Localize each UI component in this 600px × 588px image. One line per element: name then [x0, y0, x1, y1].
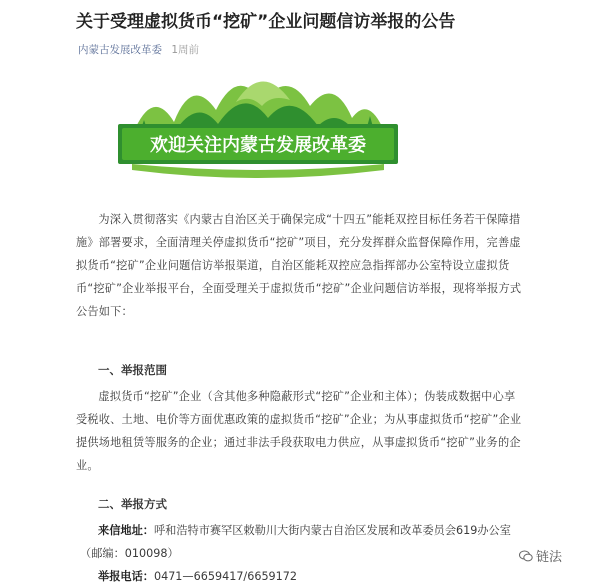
letter-address: 呼和浩特市赛罕区敕勒川大街内蒙古自治区发展和改革委员会619办公室 — [153, 524, 511, 537]
section-title-methods: 二、举报方式 — [98, 497, 167, 511]
mountains-illustration — [112, 66, 404, 196]
letter-address-line — [98, 520, 558, 542]
wechat-icon — [519, 549, 533, 563]
letter-label: 来信地址： — [98, 524, 154, 537]
watermark — [519, 546, 562, 565]
banner-text: 欢迎关注内蒙古发展改革委 — [150, 135, 366, 156]
postcode-line: （邮编：010098） — [80, 547, 179, 560]
phone-line — [98, 566, 558, 588]
publish-time: 1周前 — [171, 44, 200, 56]
phone-label: 举报电话： — [98, 570, 154, 583]
article-title: 关于受理虚拟货币“挖矿”企业问题信访举报的公告 — [76, 12, 456, 32]
intro-paragraph: 为深入贯彻落实《内蒙古自治区关于确保完成“十四五”能耗双控目标任务若干保障措施》部署要求，全面清理关停虚拟货币“挖矿”项目，充分发挥群众监督保障作用，完善虚拟货币“挖矿”企业问题信访举报渠道，自治区能耗双控应急指挥部办公室特设立虚拟货币“挖矿”企业举报平台，全面受理关于虚拟货币“挖矿”企业问题信访举报，现将举报方式公告如下： — [76, 213, 522, 318]
welcome-banner — [112, 66, 404, 196]
account-link[interactable]: 内蒙古发展改革委 — [78, 44, 162, 56]
watermark-text: 链法 — [536, 550, 563, 565]
section-title-scope: 一、举报范围 — [98, 363, 167, 377]
scope-paragraph: 虚拟货币“挖矿”企业（含其他多种隐蔽形式“挖矿”企业和主体）；伪装成数据中心享受税收、土地、电价等方面优惠政策的虚拟货币“挖矿”企业；为从事虚拟货币“挖矿”企业提供场地租赁等服务的企业；通过非法手段获取电力供应，从事虚拟货币“挖矿”业务的企业。 — [76, 390, 522, 472]
phone-number[interactable]: 0471—6659417/6659172 — [153, 570, 298, 583]
article-meta — [78, 42, 199, 57]
